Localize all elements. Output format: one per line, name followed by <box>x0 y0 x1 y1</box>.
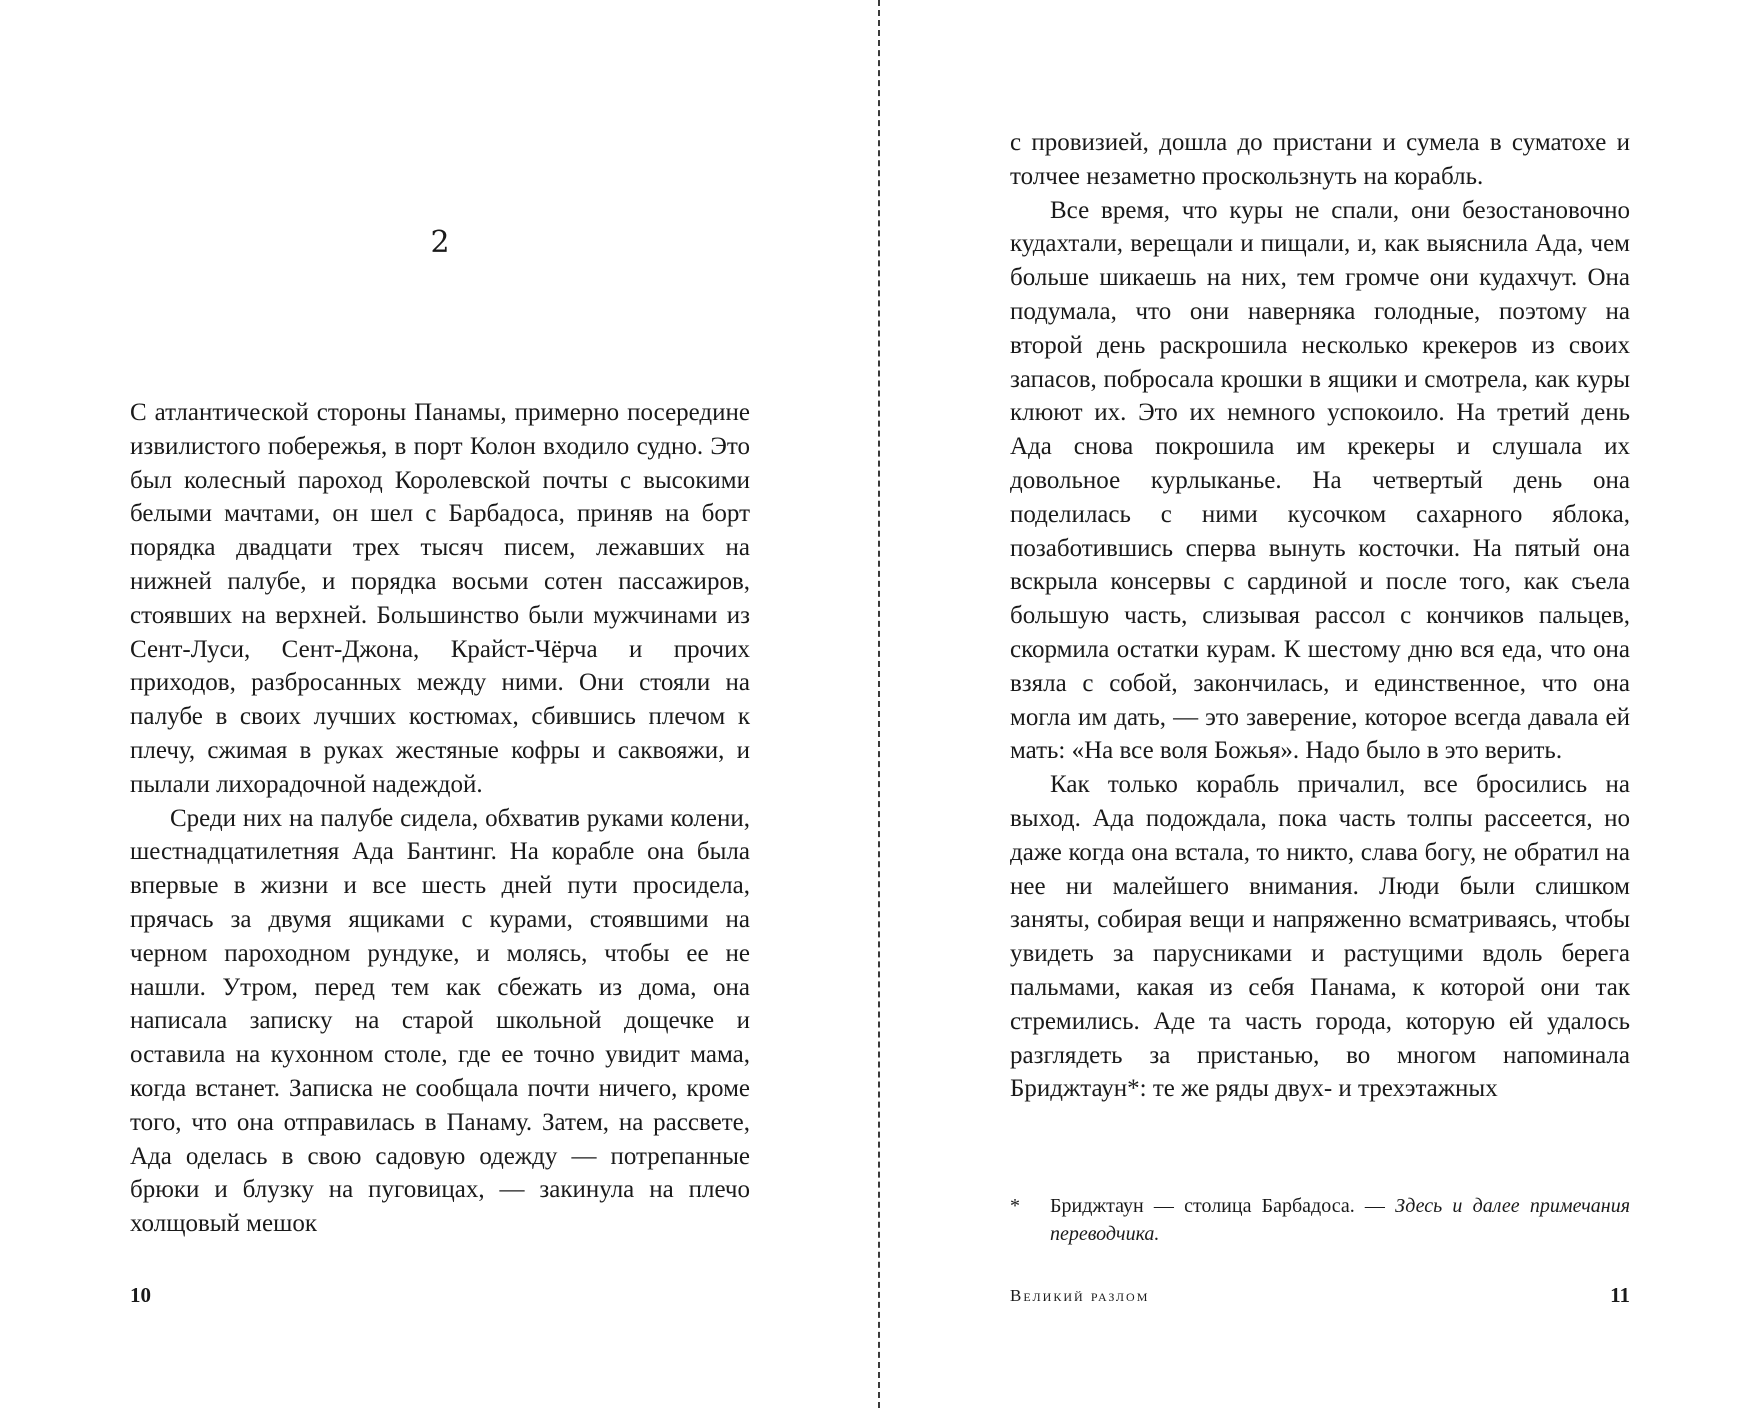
left-page-body <box>130 396 750 1241</box>
right-page <box>1010 0 1630 1408</box>
footnote-mark: * <box>1010 1195 1020 1217</box>
running-head: Великий разлом <box>1010 1286 1150 1305</box>
paragraph: С атлантической стороны Панамы, примерно посередине извилистого побережья, в порт Колон входило судно. Это был колесный пароход Королевской почты с высокими белыми мачтами, он шел с Барбадоса, приняв на борт порядка двадцати трех тысяч писем, лежавших на нижней палубе, и порядка восьми сотен пассажиров, стоявших на верхней. Большинство были мужчинами из Сент-Луси, Сент-Джона, Крайст-Чёрча и прочих приходов, разбросанных между ними. Они стояли на палубе в своих лучших костюмах, сбившись плечом к плечу, сжимая в руках жестяные кофры и саквояжи, и пылали лихорадочной надеждой. <box>130 399 750 798</box>
chapter-number: 2 <box>430 225 450 260</box>
paragraph: Среди них на палубе сидела, обхватив руками колени, шестнадцатилетняя Ада Бантинг. На корабле она была впервые в жизни и все шесть дней пути просидела, прячась за двумя ящиками с курами, стоявшими на черном пароходном рундуке, и молясь, чтобы ее не нашли. Утром, перед тем как сбежать из дома, она написала записку на старой школьной дощечке и оставила на кухонном столе, где ее точно увидит мама, когда встанет. Записка не сообщала почти ничего, кроме того, что она отправилась в Панаму. Затем, на рассвете, Ада оделась в свою садовую одежду — потрепанные брюки и блузку на пуговицах, — закинула на плечо холщовый мешок <box>130 804 750 1238</box>
right-page-body <box>1010 126 1630 1106</box>
page-gutter-divider <box>878 0 880 1408</box>
page-number: 11 <box>1610 1283 1630 1307</box>
footnote <box>1010 1192 1630 1248</box>
left-page <box>130 0 750 1408</box>
page-number: 10 <box>130 1283 151 1307</box>
paragraph: Как только корабль причалил, все бросились на выход. Ада подождала, пока часть толпы рассеется, но даже когда она встала, то никто, слава богу, не обратил на нее ни малейшего внимания. Люди были слишком заняты, собирая вещи и напряженно всматриваясь, чтобы увидеть за парусниками и растущими вдоль берега пальмами, какая из себя Панама, к которой они так стремились. Аде та часть города, которую ей удалось разглядеть за пристанью, во многом напоминала Бриджтаун*: те же ряды двух- и трехэтажных <box>1010 771 1630 1103</box>
footnote-italic: Здесь и далее примечания переводчика. <box>1050 1195 1630 1245</box>
paragraph: с провизией, дошла до пристани и сумела в суматохе и толчее незаметно проскользнуть на корабль. <box>1010 129 1630 190</box>
paragraph: Все время, что куры не спали, они безостановочно кудахтали, верещали и пищали, и, как выяснила Ада, чем больше шикаешь на них, тем громче они кудахчут. Она подумала, что они наверняка голодные, поэтому на второй день раскрошила несколько крекеров из своих запасов, побросала крошки в ящики и смотрела, как куры клюют их. Это их немного успокоило. На третий день Ада снова покрошила им крекеры и слушала их довольное курлыканье. На четвертый день она поделилась с ними кусочком сахарного яблока, позаботившись сперва вынуть косточки. На пятый она вскрыла консервы с сардиной и после того, как съела большую часть, слизывая рассол с кончиков пальцев, скормила остатки курам. К шестому дню вся еда, что она взяла с собой, закончилась, и единственное, что она могла им дать, — это заверение, которое всегда давала ей мать: «На все воля Божья». Надо было в это верить. <box>1010 196 1630 765</box>
footnote-text: Бриджтаун — столица Барбадоса. — <box>1050 1195 1396 1217</box>
